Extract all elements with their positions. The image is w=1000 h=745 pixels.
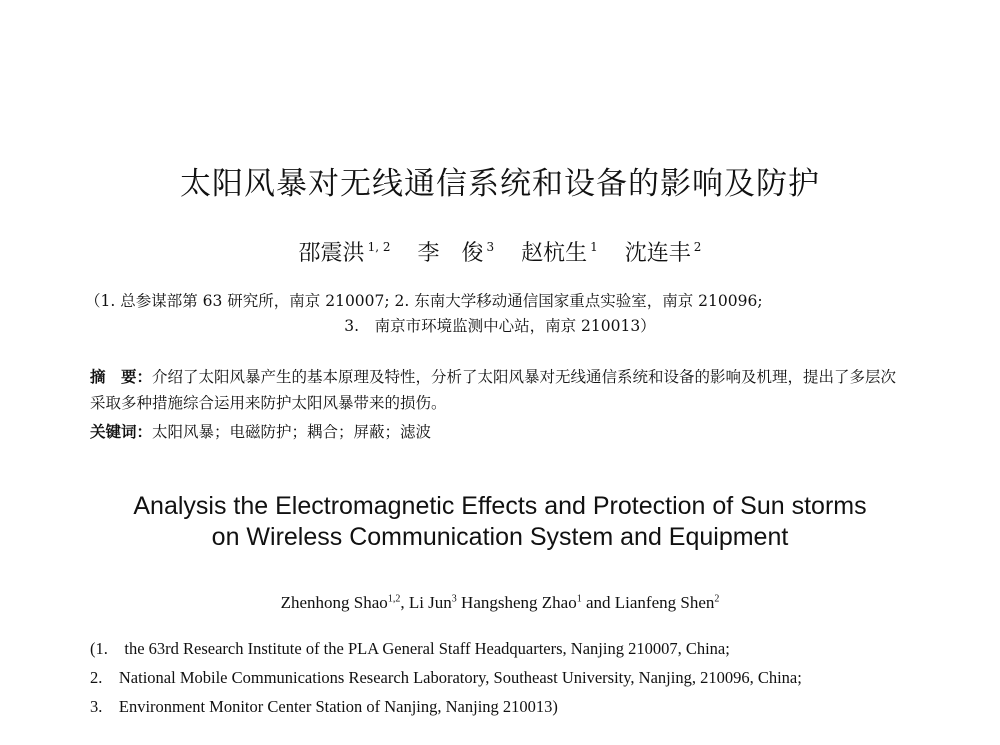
english-title-line: on Wireless Communication System and Equipment (211, 523, 789, 551)
abstract-label: 摘 要： (90, 368, 153, 386)
english-authors (0, 593, 1000, 613)
author-affil-mark: 1,2 (387, 593, 401, 605)
author-affil-mark: 2 (714, 593, 720, 605)
english-affiliation-line: (1. the 63rd Research Institute of the PLA General Staff Headquarters, Nanjing 210007, China; (90, 639, 730, 658)
chinese-affiliations (85, 289, 915, 339)
keywords-text: 太阳风暴；电磁防护；耦合；屏蔽；滤波 (152, 423, 432, 441)
english-affiliation-line: 3. Environment Monitor Center Station of Nanjing, Nanjing 210013) (90, 697, 558, 716)
chinese-keywords (90, 420, 910, 442)
english-author (409, 593, 457, 612)
english-affiliations (90, 634, 920, 721)
author-name: Li Jun (408, 593, 452, 612)
author-name: Hangsheng Zhao (461, 593, 577, 612)
author-name: 邵震洪 (298, 241, 365, 266)
author-affil-mark: 2 (693, 240, 702, 254)
author-affil-mark: 3 (486, 240, 495, 254)
abstract-text: 介绍了太阳风暴产生的基本原理及特性，分析了太阳风暴对无线通信系统和设备的影响及机理，提出了多层次采取多种措施综合运用来防护太阳风暴带来的损伤。 (90, 368, 897, 412)
author-name: Lianfeng Shen (614, 593, 715, 612)
english-author (461, 593, 582, 612)
chinese-affiliation-line: 3. 南京市环境监测中心站，南京 210013） (344, 317, 656, 335)
english-affiliation-line: 2. National Mobile Communications Research Laboratory, Southeast University, Nanjing, 210096, China; (90, 668, 802, 687)
author-affil-mark: 3 (451, 593, 457, 605)
author-name: 赵杭生 (521, 241, 588, 266)
keywords-label: 关键词： (90, 423, 153, 441)
author-name: 李 俊 (417, 241, 484, 266)
chinese-abstract (90, 364, 910, 416)
english-title (0, 491, 1000, 553)
author-separator: and (581, 593, 615, 612)
author-name: 沈连丰 (624, 241, 691, 266)
chinese-author (625, 241, 702, 266)
chinese-author (417, 241, 494, 266)
english-title-line: Analysis the Electromagnetic Effects and Protection of Sun storms (133, 492, 867, 520)
chinese-author (521, 241, 598, 266)
english-author (615, 593, 720, 612)
author-name: Zhenhong Shao (280, 593, 388, 612)
author-affil-mark: 1, 2 (367, 240, 391, 254)
author-affil-mark: 1 (590, 240, 598, 254)
author-separator: , (400, 593, 409, 612)
chinese-authors (0, 236, 1000, 267)
author-affil-mark: 1 (576, 593, 582, 605)
chinese-author (299, 241, 391, 266)
chinese-affiliation-line: （1. 总参谋部第 63 研究所，南京 210007; 2. 东南大学移动通信国家重点实验室，南京 210096; (85, 292, 763, 310)
chinese-title: 太阳风暴对无线通信系统和设备的影响及防护 (180, 166, 820, 202)
english-author (281, 593, 401, 612)
